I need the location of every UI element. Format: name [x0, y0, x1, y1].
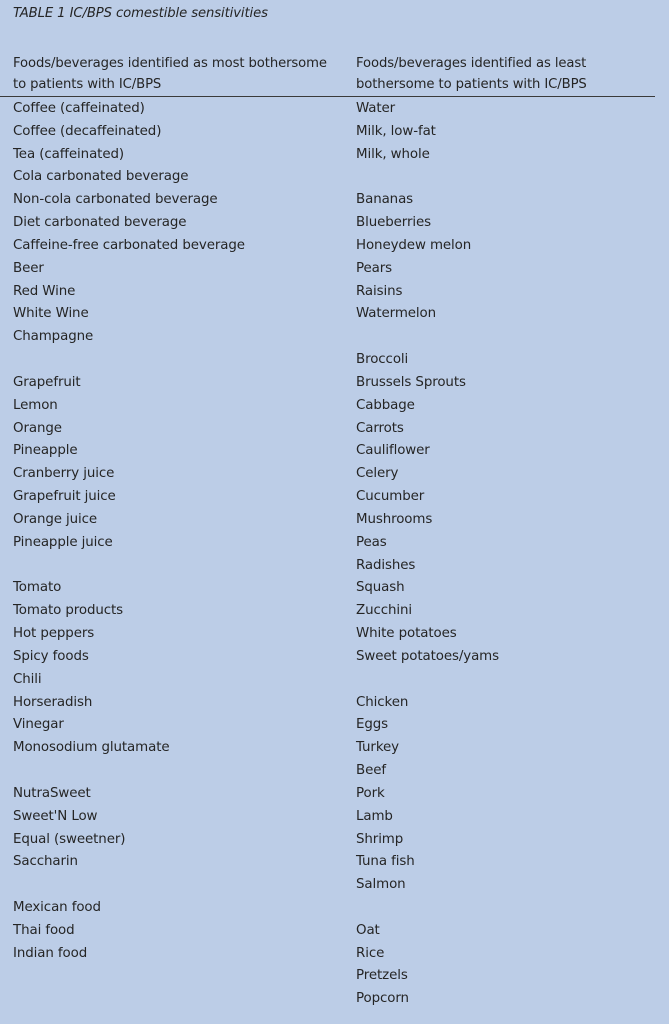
least-bothersome-item: Oat [356, 922, 380, 938]
least-bothersome-item: Chicken [356, 694, 409, 710]
least-bothersome-item: Honeydew melon [356, 237, 472, 253]
most-bothersome-item: Tomato products [13, 603, 124, 619]
most-bothersome-item: Thai food [13, 922, 75, 938]
spacer-row [13, 555, 245, 578]
most-bothersome-item: Orange [13, 420, 62, 436]
least-bothersome-item: Lamb [356, 808, 393, 824]
most-bothersome-item: Spicy foods [13, 648, 89, 664]
most-bothersome-item: Monosodium glutamate [13, 740, 170, 756]
spacer-row [356, 166, 499, 189]
spacer-row [356, 669, 499, 692]
most-bothersome-item: Lemon [13, 397, 58, 413]
least-bothersome-item: Salmon [356, 877, 406, 893]
least-bothersome-item: Milk, whole [356, 146, 430, 162]
most-bothersome-item: Coffee (decaffeinated) [13, 123, 162, 139]
table-header-row [0, 53, 655, 97]
most-bothersome-item: Chili [13, 671, 42, 687]
least-bothersome-item: Raisins [356, 283, 403, 299]
spacer-row [13, 874, 245, 897]
least-bothersome-item: Pretzels [356, 968, 408, 984]
most-bothersome-item: Vinegar [13, 717, 64, 733]
least-bothersome-item: Tuna fish [356, 854, 415, 870]
least-bothersome-item: Bananas [356, 192, 414, 208]
most-bothersome-item: Mexican food [13, 899, 101, 915]
least-bothersome-item: White potatoes [356, 626, 457, 642]
most-bothersome-item: Sweet'N Low [13, 808, 98, 824]
table-title: IC/BPS comestible sensitivities [69, 6, 268, 21]
most-bothersome-item: Horseradish [13, 694, 93, 710]
spacer-row [356, 897, 499, 920]
most-bothersome-item: White Wine [13, 306, 89, 322]
least-bothersome-item: Blueberries [356, 215, 431, 231]
most-bothersome-item: Champagne [13, 329, 94, 345]
least-bothersome-item: Water [356, 101, 396, 116]
header-least-bothersome: Foods/beverages identified as least bothersome to patients with IC/BPS [356, 56, 587, 92]
least-bothersome-item: Shrimp [356, 831, 404, 847]
least-bothersome-item: Radishes [356, 557, 416, 573]
least-bothersome-item: Cauliflower [356, 443, 430, 459]
least-bothersome-item: Carrots [356, 420, 404, 436]
most-bothersome-item: Coffee (caffeinated) [13, 101, 145, 116]
least-bothersome-item: Pears [356, 260, 393, 276]
most-bothersome-item: Hot peppers [13, 626, 95, 642]
least-bothersome-item: Popcorn [356, 991, 409, 1007]
least-bothersome-list [356, 98, 499, 1011]
sensitivities-table [0, 53, 669, 1007]
least-bothersome-item: Rice [356, 945, 385, 961]
most-bothersome-item: Indian food [13, 945, 88, 961]
spacer-row [13, 349, 245, 372]
most-bothersome-item: Cranberry juice [13, 466, 115, 482]
least-bothersome-item: Turkey [356, 740, 399, 756]
least-bothersome-item: Milk, low-fat [356, 123, 436, 139]
most-bothersome-item: Orange juice [13, 511, 98, 527]
least-bothersome-item: Broccoli [356, 352, 409, 368]
header-most-bothersome: Foods/beverages identified as most bothersome to patients with IC/BPS [13, 56, 327, 92]
most-bothersome-item: Equal (sweetner) [13, 831, 126, 847]
most-bothersome-item: Grapefruit juice [13, 489, 116, 505]
most-bothersome-item: Red Wine [13, 283, 76, 299]
least-bothersome-item: Beef [356, 763, 386, 779]
most-bothersome-item: Grapefruit [13, 374, 81, 390]
least-bothersome-item: Cucumber [356, 489, 425, 505]
most-bothersome-item: Cola carbonated beverage [13, 169, 189, 185]
spacer-row [13, 760, 245, 783]
least-bothersome-item: Celery [356, 466, 399, 482]
most-bothersome-item: NutraSweet [13, 785, 91, 801]
least-bothersome-item: Watermelon [356, 306, 437, 322]
least-bothersome-item: Cabbage [356, 397, 415, 413]
spacer-row [356, 326, 499, 349]
least-bothersome-item: Peas [356, 534, 387, 550]
most-bothersome-item: Saccharin [13, 854, 78, 870]
table-caption [13, 6, 268, 21]
most-bothersome-item: Caffeine-free carbonated beverage [13, 237, 245, 253]
most-bothersome-item: Non-cola carbonated beverage [13, 192, 218, 208]
most-bothersome-item: Tomato [13, 580, 62, 596]
table-label: TABLE 1 [13, 6, 66, 21]
least-bothersome-item: Eggs [356, 717, 389, 733]
least-bothersome-item: Squash [356, 580, 405, 596]
least-bothersome-item: Sweet potatoes/yams [356, 648, 500, 664]
most-bothersome-item: Pineapple [13, 443, 78, 459]
most-bothersome-item: Tea (caffeinated) [13, 146, 124, 162]
most-bothersome-item: Diet carbonated beverage [13, 215, 187, 231]
most-bothersome-item: Pineapple juice [13, 534, 113, 550]
least-bothersome-item: Brussels Sprouts [356, 374, 466, 390]
least-bothersome-item: Mushrooms [356, 511, 433, 527]
least-bothersome-item: Zucchini [356, 603, 412, 619]
most-bothersome-list [13, 98, 245, 965]
least-bothersome-item: Pork [356, 785, 385, 801]
most-bothersome-item: Beer [13, 260, 44, 276]
